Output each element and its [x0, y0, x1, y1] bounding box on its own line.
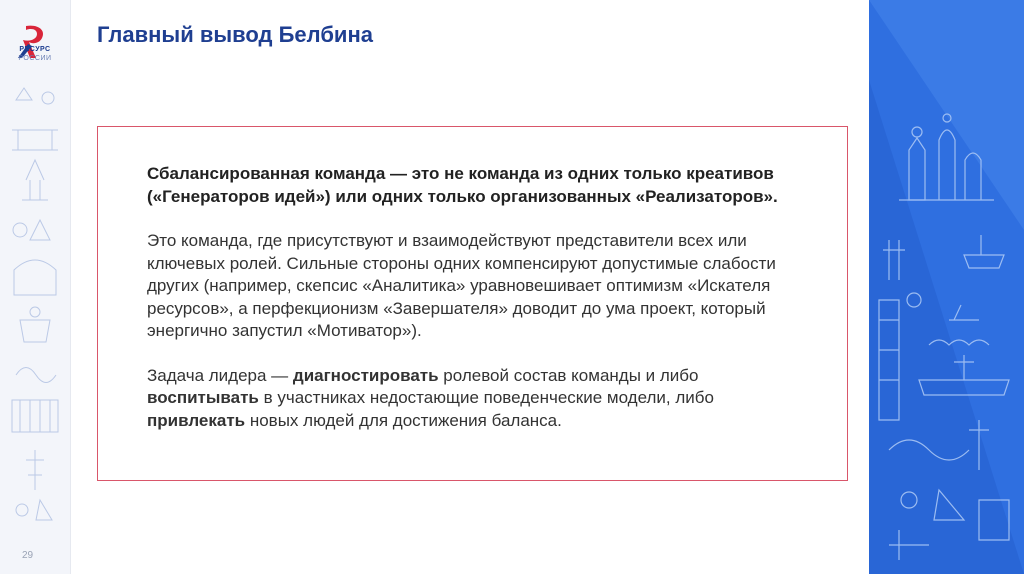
- page-number: 29: [22, 550, 34, 561]
- right-decoration: [869, 0, 1024, 574]
- emphasis-cultivate: воспитывать: [147, 388, 259, 407]
- emphasis-diagnose: диагностировать: [292, 365, 439, 385]
- roles-paragraph: Это команда, где присутствуют и взаимодействуют представители всех или ключевых ролей. Сильные стороны одних компенсируют допустимые слабости других (например, скепсис «Аналитика» уравновешивает оптимизм «Искателя ресурсов», а перфекционизм «Завершателя» доводит до ума проект, который энергично запустил «Мотиватор»).: [147, 231, 776, 340]
- content-body: [147, 163, 797, 454]
- left-sidebar-strip: [0, 0, 71, 574]
- leader-task-paragraph: [147, 365, 797, 433]
- leader-text-1: Задача лидера —: [147, 365, 293, 385]
- leader-text-2: ролевой состав команды и либо: [438, 365, 699, 385]
- brand-name: РЕСУРС: [19, 46, 51, 53]
- page-title: Главный вывод Белбина: [97, 22, 373, 47]
- emphasis-attract: привлекать: [147, 410, 246, 430]
- leader-text-3: в участниках недостающие поведенческие модели, либо: [258, 388, 714, 407]
- leader-text-4: новых людей для достижения баланса.: [245, 410, 562, 430]
- right-decorative-panel: [869, 0, 1024, 574]
- lead-paragraph: Сбалансированная команда — это не команда из одних только креативов («Генераторов идей») или одних только организованных «Реализаторов».: [147, 164, 778, 206]
- left-decoration: [6, 80, 64, 540]
- brand-subtitle: РОССИИ: [18, 55, 52, 62]
